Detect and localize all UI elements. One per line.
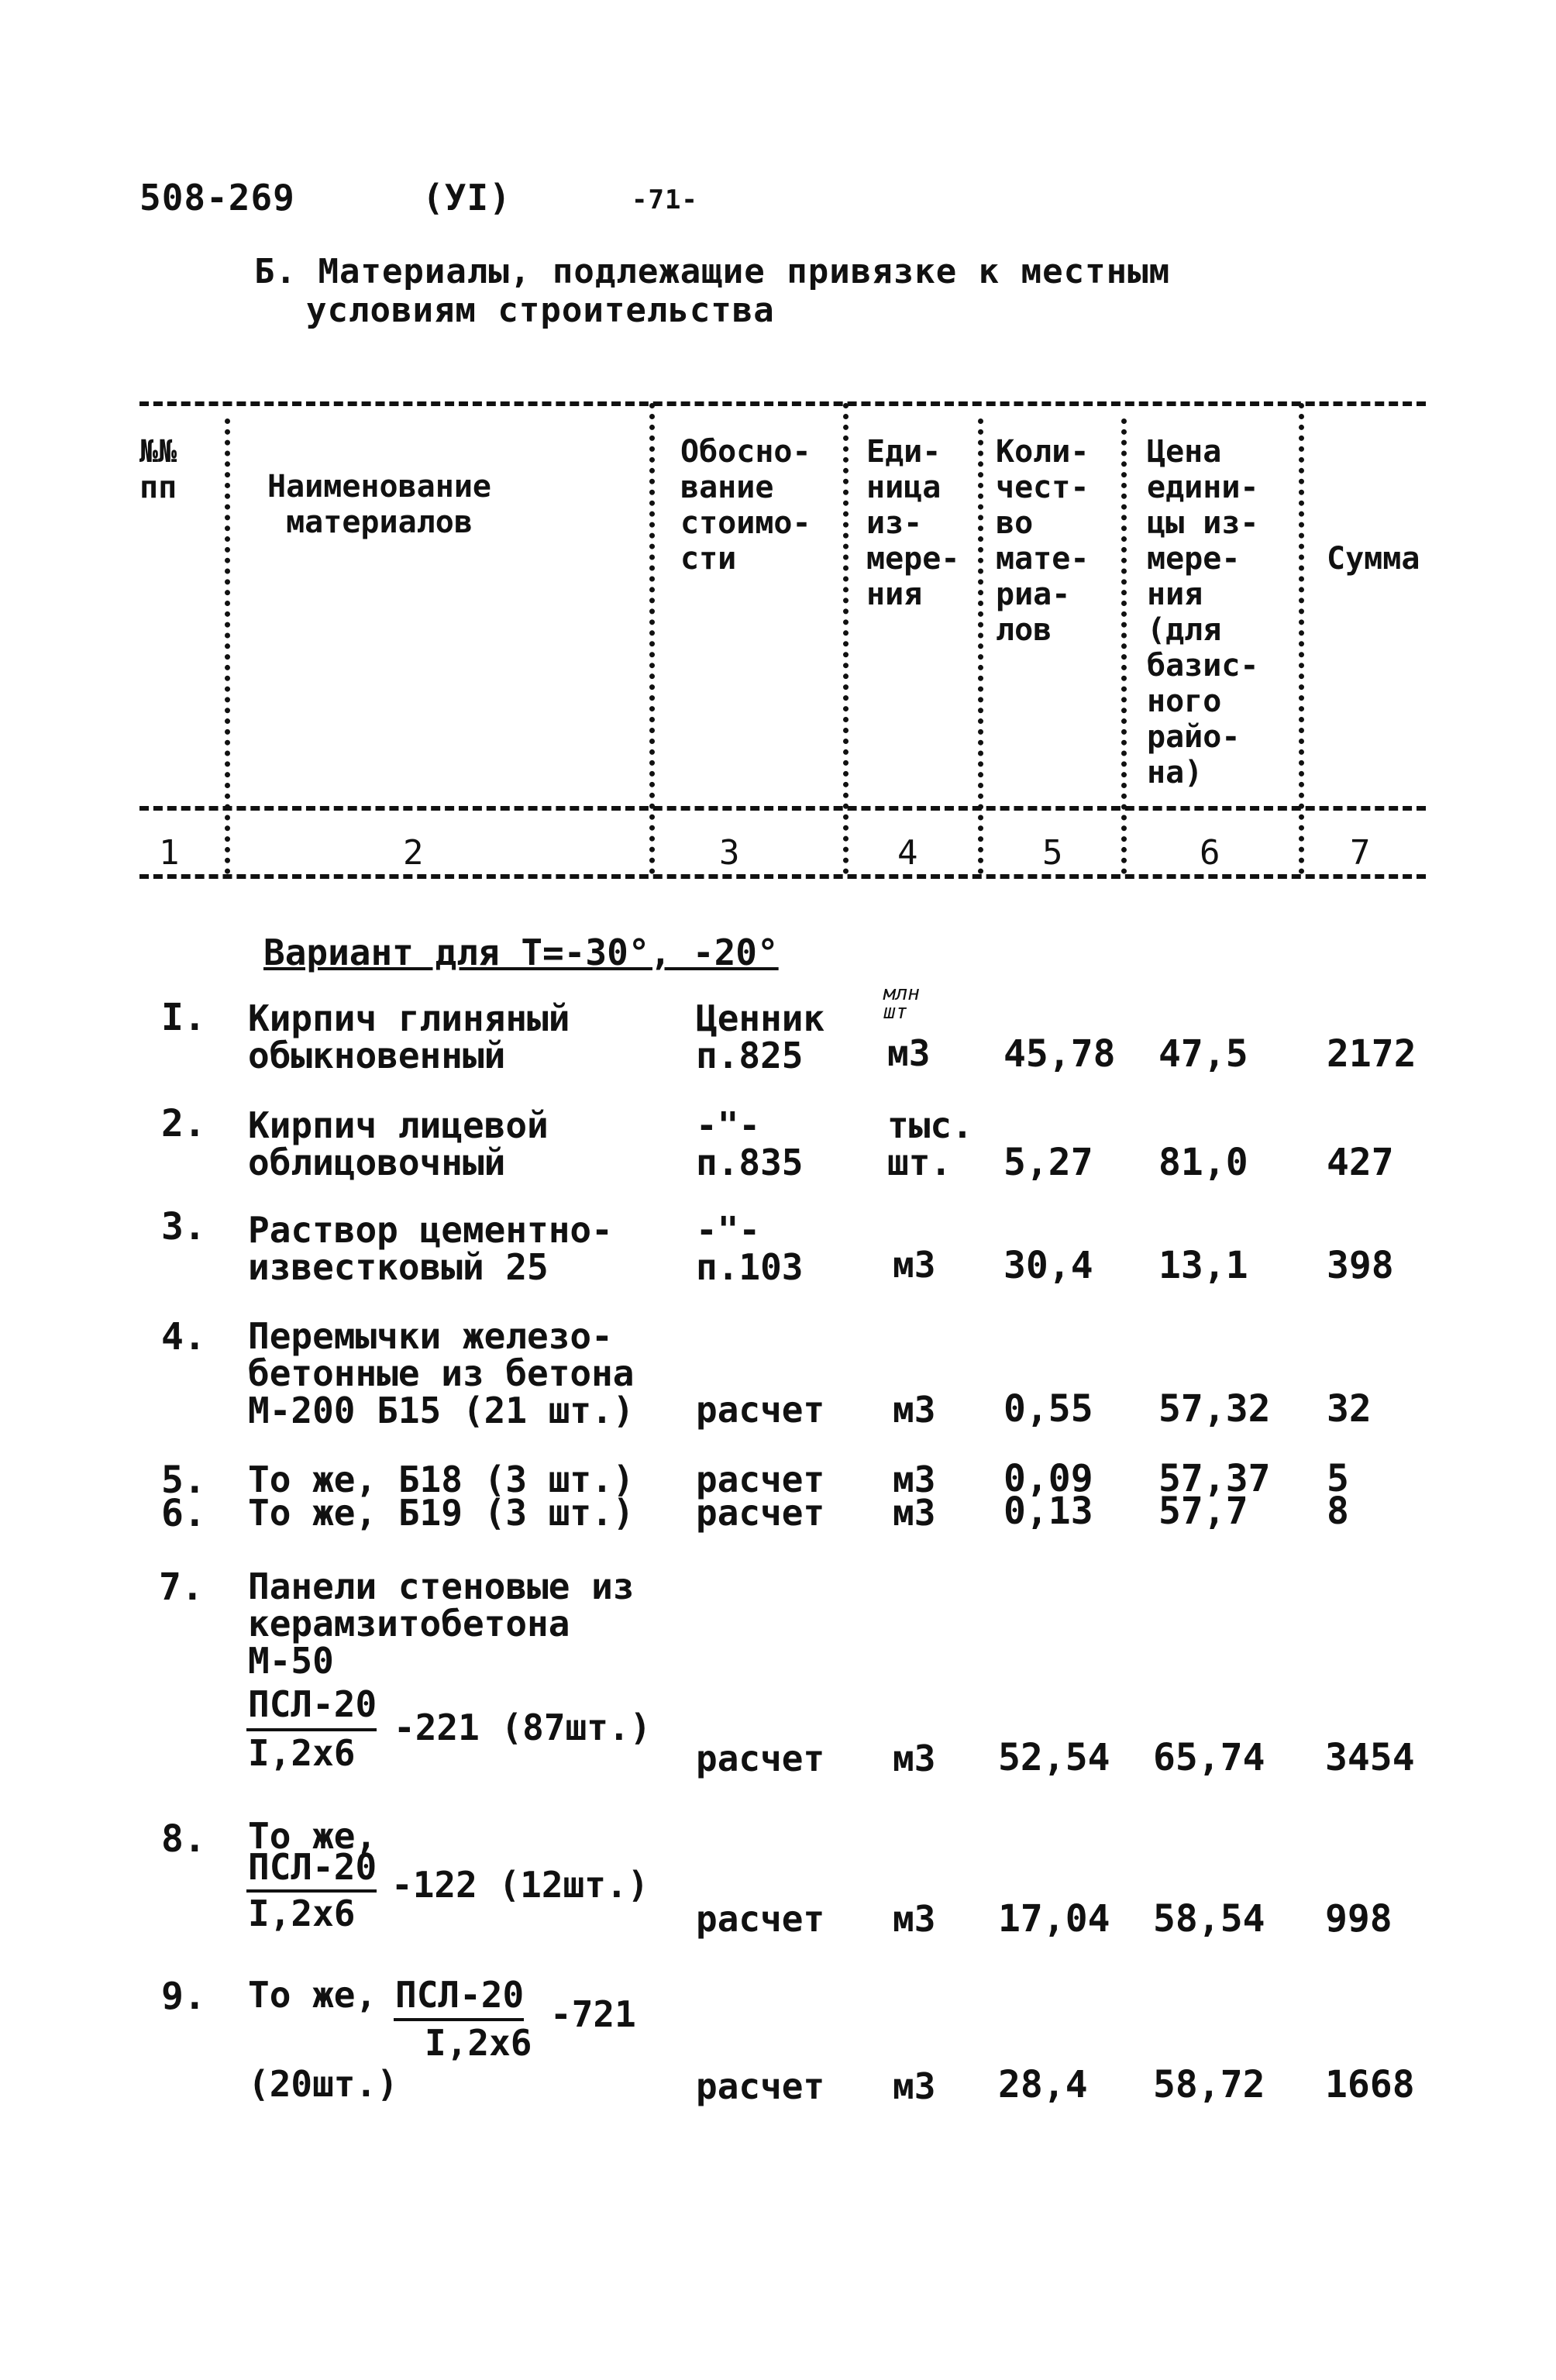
row-basis: расчет <box>696 1389 825 1431</box>
row-quantity: 45,78 <box>1003 1032 1116 1076</box>
col-head-quantity: Коли- чест- во мате- риа- лов <box>996 434 1090 648</box>
row-name: Кирпич лицевой облицовочный <box>248 1104 549 1183</box>
row-number: 8. <box>161 1817 206 1861</box>
row-name: Панели стеновые из керамзитобетона М-50 <box>248 1565 635 1682</box>
row-number: 2. <box>161 1102 206 1145</box>
row-unit: тыс. шт. <box>887 1104 973 1183</box>
doc-code: 508-269 <box>139 177 295 219</box>
row-basis: расчет <box>696 1898 825 1940</box>
row-unit: м3 <box>893 1492 936 1534</box>
row-unit: м3 <box>893 1898 936 1940</box>
page-number: -71- <box>632 184 698 215</box>
row-basis: -"- п.835 <box>696 1104 804 1183</box>
row-fraction-numerator: ПСЛ-20 <box>248 1846 377 1888</box>
col-head-unit: Еди- ница из- мере- ния <box>866 434 960 612</box>
row-number: 5. <box>161 1459 206 1502</box>
col-sep-3 <box>843 403 849 874</box>
row-basis: расчет <box>696 2065 825 2107</box>
col-sep-1 <box>225 418 230 874</box>
row-unit: м3 <box>893 1738 936 1779</box>
row-quantity: 5,27 <box>1003 1141 1093 1184</box>
col-head-number: №№ пп <box>139 434 177 505</box>
col-head-sum: Сумма <box>1327 541 1420 577</box>
section-mark: (УI) <box>422 177 511 219</box>
section-title-line1: Б. Материалы, подлежащие привязке к местным <box>254 252 1171 291</box>
row-number: 3. <box>161 1205 206 1249</box>
row-price: 58,72 <box>1153 2063 1265 2106</box>
row-fraction-numerator: ПСЛ-20 <box>395 1974 525 2016</box>
row-unit: м3 <box>893 1389 936 1431</box>
row-number: 7. <box>159 1565 204 1609</box>
row-sum: 398 <box>1327 1244 1394 1287</box>
row-number: I. <box>161 996 206 1039</box>
row-unit: м3 <box>893 1459 936 1500</box>
row-price: 47,5 <box>1158 1032 1248 1076</box>
row-fraction-tail: -721 <box>550 1993 636 2035</box>
row-sum: 5 <box>1327 1457 1349 1500</box>
row-price: 57,32 <box>1158 1387 1271 1431</box>
row-fraction-denominator: I,2х6 <box>425 2022 532 2064</box>
row-unit-note: млн шт <box>883 982 920 1024</box>
fraction-bar <box>394 2018 524 2021</box>
col-sep-4 <box>978 418 983 874</box>
row-number: 6. <box>161 1492 206 1535</box>
row-extra: (20шт.) <box>248 2063 398 2105</box>
row-name: То же, <box>248 1815 377 1857</box>
row-fraction-denominator: I,2х6 <box>248 1732 356 1774</box>
col-num-6: 6 <box>1200 833 1220 873</box>
row-price: 57,37 <box>1158 1457 1271 1500</box>
col-head-basis: Обосно- вание стоимо- сти <box>680 434 811 577</box>
col-num-4: 4 <box>897 833 918 873</box>
row-fraction-numerator: ПСЛ-20 <box>248 1683 377 1725</box>
col-num-7: 7 <box>1350 833 1371 873</box>
row-quantity: 0,55 <box>1003 1387 1093 1431</box>
row-quantity: 0,09 <box>1003 1457 1093 1500</box>
row-name: Раствор цементно- известковый 25 <box>248 1209 613 1288</box>
row-price: 58,54 <box>1153 1897 1265 1941</box>
row-name: То же, <box>248 1974 377 2016</box>
row-unit: м3 <box>887 1032 931 1074</box>
row-quantity: 28,4 <box>998 2063 1088 2106</box>
row-basis: расчет <box>696 1459 825 1500</box>
col-num-3: 3 <box>719 833 740 873</box>
col-sep-2 <box>649 403 655 874</box>
col-num-2: 2 <box>403 833 424 873</box>
variant-heading: Вариант для Т=-30°, -20° <box>263 932 779 973</box>
row-quantity: 52,54 <box>998 1736 1110 1779</box>
row-fraction-tail: -221 (87шт.) <box>394 1707 652 1748</box>
row-sum: 1668 <box>1325 2063 1415 2106</box>
col-head-name: Наименование материалов <box>267 469 491 540</box>
table-header-rule <box>139 806 1426 811</box>
row-basis: расчет <box>696 1492 825 1534</box>
row-fraction-denominator: I,2х6 <box>248 1893 356 1934</box>
col-sep-6 <box>1299 403 1304 874</box>
row-basis: Ценник п.825 <box>696 997 825 1076</box>
col-head-price: Цена едини- цы из- мере- ния (для базис- ного райо- на) <box>1147 434 1259 790</box>
row-name: То же, Б19 (3 шт.) <box>248 1492 635 1534</box>
row-name: Перемычки железо- бетонные из бетона М-200 Б15 (21 шт.) <box>248 1315 635 1431</box>
row-basis: расчет <box>696 1738 825 1779</box>
row-sum: 2172 <box>1327 1032 1417 1076</box>
section-title-line2: условиям строительства <box>306 291 775 330</box>
row-sum: 427 <box>1327 1141 1394 1184</box>
col-sep-5 <box>1121 418 1127 874</box>
row-unit: м3 <box>893 1244 936 1286</box>
row-unit: м3 <box>893 2065 936 2107</box>
col-num-5: 5 <box>1042 833 1063 873</box>
table-top-rule <box>139 401 1426 406</box>
fraction-bar <box>246 1728 377 1731</box>
row-quantity: 0,13 <box>1003 1490 1093 1533</box>
row-number: 4. <box>161 1315 206 1359</box>
row-name: То же, Б18 (3 шт.) <box>248 1459 635 1500</box>
row-price: 57,7 <box>1158 1490 1248 1533</box>
row-price: 65,74 <box>1153 1736 1265 1779</box>
row-sum: 32 <box>1327 1387 1372 1431</box>
row-name: Кирпич глиняный обыкновенный <box>248 997 570 1076</box>
row-sum: 8 <box>1327 1490 1349 1533</box>
row-sum: 3454 <box>1325 1736 1415 1779</box>
row-basis: -"- п.103 <box>696 1209 804 1288</box>
row-price: 81,0 <box>1158 1141 1248 1184</box>
row-price: 13,1 <box>1158 1244 1248 1287</box>
col-num-1: 1 <box>159 833 180 873</box>
row-number: 9. <box>161 1975 206 2018</box>
row-quantity: 30,4 <box>1003 1244 1093 1287</box>
table-numbers-rule <box>139 874 1426 879</box>
row-quantity: 17,04 <box>998 1897 1110 1941</box>
row-sum: 998 <box>1325 1897 1392 1941</box>
row-fraction-tail: -122 (12шт.) <box>391 1864 649 1906</box>
